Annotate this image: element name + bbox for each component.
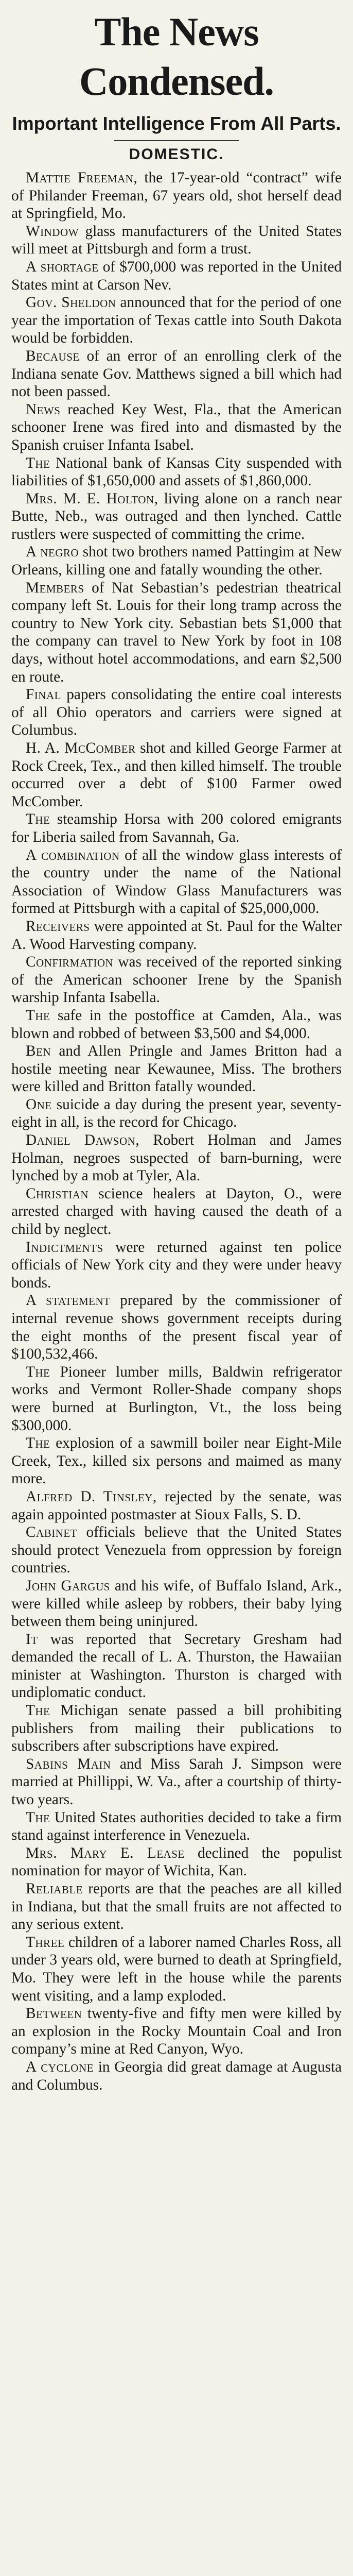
news-item <box>11 1809 342 1844</box>
news-item-lead: Mrs. Mary E. Lease <box>26 1844 185 1861</box>
news-item <box>11 1631 342 1702</box>
news-item-text: officials believe that the United States should protect Venezuela from oppression by foreign countries. <box>11 1524 342 1577</box>
news-item <box>11 846 342 918</box>
news-item-lead: One <box>26 1096 52 1113</box>
news-item-lead: The <box>26 1007 50 1024</box>
news-item <box>11 1042 342 1096</box>
news-item-lead: Ben <box>26 1043 51 1060</box>
news-item <box>11 1131 342 1185</box>
news-item-lead: Window <box>26 223 79 240</box>
news-item-lead: The <box>26 811 50 828</box>
news-item <box>11 686 342 739</box>
news-items <box>11 169 342 2094</box>
news-item-lead: A shortage <box>26 258 99 275</box>
news-item-text: glass manufacturers of the United States will meet at Pittsburgh and form a trust. <box>11 223 342 258</box>
news-item <box>11 1702 342 1755</box>
divider-rule <box>114 140 239 141</box>
news-item <box>11 1363 342 1434</box>
news-item-text: shot and killed George Farmer at Rock Creek, Tex., and then killed himself. The trouble occurred over a debt of $100 Farmer owed McComber. <box>11 740 342 810</box>
subhead: Important Intelligence From All Parts. <box>12 113 341 134</box>
news-item-lead: It <box>26 1631 38 1648</box>
news-item <box>11 1523 342 1577</box>
news-item-lead: Mattie Freeman, <box>26 170 138 186</box>
news-item <box>11 1185 342 1239</box>
news-item <box>11 2005 342 2058</box>
news-item-text: rejected by the senate, was again appointed postmaster at Sioux Falls, S. D. <box>11 1488 342 1523</box>
news-item <box>11 1096 342 1131</box>
news-item-lead: Daniel Dawson, <box>26 1132 140 1149</box>
news-item-text: steamship Horsa with 200 colored emigrants for Liberia sailed from Savannah, Ga. <box>11 811 342 845</box>
news-item <box>11 454 342 490</box>
news-item <box>11 258 342 294</box>
news-item-text: suicide a day during the present year, seventy-eight in all, is the record for Chicago. <box>11 1096 342 1131</box>
news-item-lead: News <box>26 401 61 418</box>
news-item-text: Pioneer lumber mills, Baldwin refrigerator works and Vermont Roller-Shade company shops were burned at Burlington, Vt., the loss being $300,000. <box>11 1363 342 1434</box>
news-item-lead: The <box>26 1435 50 1452</box>
news-item-lead: Gov. Sheldon <box>26 294 116 311</box>
news-item-lead: Final <box>26 686 61 703</box>
news-item <box>11 543 342 579</box>
news-item-lead: Reliable <box>26 1880 83 1897</box>
news-item-text: was received of the reported sinking of the American schooner Irene by the Spanish warship Infanta Isabella. <box>11 954 342 1006</box>
masthead-title: The News Condensed. <box>79 9 274 104</box>
news-item <box>11 169 342 223</box>
news-item <box>11 739 342 810</box>
news-item <box>11 1292 342 1363</box>
news-item <box>11 1488 342 1523</box>
news-item-text: of an error of an enrolling clerk of the Indiana senate Gov. Matthews signed a bill which had not been passed. <box>11 347 342 400</box>
news-item-text: United States authorities decided to take a firm stand against interference in Venezuela. <box>11 1809 342 1844</box>
news-item-text: Michigan senate passed a bill prohibiting publishers from mailing their publications to subscribers after subscriptions have expired. <box>11 1702 342 1755</box>
news-item-lead: Receivers <box>26 918 90 935</box>
news-item-text: was reported that Secretary Gresham had demanded the recall of L. A. Thurston, the Hawaiian minister at Washington. Thurston is charged with undiplomatic conduct. <box>11 1631 342 1701</box>
news-item-text: National bank of Kansas City suspended with liabilities of $1,650,000 and assets of $1,860,000. <box>11 454 342 489</box>
news-item <box>11 223 342 258</box>
news-item-text: prepared by the commissioner of internal revenue shows government receipts during the eight months of the present fiscal year of $100,532,466. <box>11 1292 342 1363</box>
news-item <box>11 1434 342 1488</box>
news-item-text: reports are that the peaches are all killed in Indiana, but that the small fruits are not affected to any serious extent. <box>11 1880 342 1933</box>
news-item-text: Robert Holman and James Holman, negroes suspected of barn-burning, were lynched by a mob at Tyler, Ala. <box>11 1132 342 1184</box>
news-item-lead: Between <box>26 2005 82 2022</box>
news-item-text: of $700,000 was reported in the United States mint at Carson Nev. <box>11 258 342 293</box>
news-item-text: and Allen Pringle and James Britton had a hostile meeting near Kewaunee, Miss. The brothers were killed and Britton fatally wounded. <box>11 1043 342 1095</box>
news-item <box>11 1755 342 1809</box>
news-item-text: were returned against ten police officials of New York city and they were under heavy bonds. <box>11 1239 342 1291</box>
news-item-lead: Christian <box>26 1185 89 1202</box>
news-item-lead: H. A. McComber <box>26 740 136 756</box>
news-item <box>11 490 342 544</box>
news-item <box>11 579 342 686</box>
news-item-lead: John Gargus <box>26 1577 110 1594</box>
news-item-text: the 17-year-old “contract” wife of Philander Freeman, 67 years old, shot herself dead at Springfield, Mo. <box>11 170 342 222</box>
news-item-text: of all the window glass interests of the country under the name of the National Association of Window Glass Manufacturers was formed at Pittsburgh with a capital of $25,000,000. <box>11 846 342 917</box>
news-item <box>11 1880 342 1934</box>
news-item-text: of Nat Sebastian’s pedestrian theatrical company left St. Louis for their long tramp across the country to New York city. Sebastian bets $1,000 that the company can travel to New York by foot in 108 days, without hotel accommodations, and earn $2,500 en route. <box>11 579 342 685</box>
news-item-text: were appointed at St. Paul for the Walter A. Wood Harvesting company. <box>11 918 342 953</box>
news-item <box>11 294 342 347</box>
news-item-text: in Georgia did great damage at Augusta and Columbus. <box>11 2058 342 2093</box>
news-item-lead: Cabinet <box>26 1524 78 1541</box>
news-item <box>11 2058 342 2094</box>
news-item-lead: Alfred D. Tinsley, <box>26 1488 157 1505</box>
news-item-text: and his wife, of Buffalo Island, Ark., were killed while asleep by robbers, their baby lying between them being uninjured. <box>11 1577 342 1630</box>
news-item <box>11 953 342 1007</box>
news-item-lead: A cyclone <box>26 2058 94 2075</box>
news-item <box>11 1934 342 2005</box>
news-item <box>11 1239 342 1292</box>
news-item-lead: A combination <box>26 846 120 863</box>
news-item-text: living alone on a ranch near Butte, Neb., was outraged and then lynched. Cattle rustlers were suspected of committing the crime. <box>11 490 342 543</box>
news-item-text: and Miss Sarah J. Simpson were married at Phillippi, W. Va., after a courtship of thirty-two years. <box>11 1755 342 1808</box>
news-item-text: twenty-five and fifty men were killed by an explosion in the Rocky Mountain Coal and Iron company’s mine at Red Canyon, Wyo. <box>11 2005 342 2058</box>
news-item <box>11 918 342 953</box>
news-item-lead: Because <box>26 347 80 364</box>
news-item-lead: A negro <box>26 544 79 561</box>
news-item-lead: Sabins Main <box>26 1755 111 1772</box>
news-item-lead: The <box>26 1809 50 1826</box>
news-item-lead: Mrs. M. E. Holton, <box>26 490 158 507</box>
news-item-lead: The <box>26 454 50 471</box>
news-item-text: announced that for the period of one year the importation of Texas cattle into South Dakota would be forbidden. <box>11 294 342 347</box>
news-item-lead: A statement <box>26 1292 111 1309</box>
section-heading: DOMESTIC. <box>129 146 224 163</box>
news-item-text: papers consolidating the entire coal interests of all Ohio operators and carriers were signed at Columbus. <box>11 686 342 739</box>
news-item-lead: Three <box>26 1934 65 1951</box>
news-item-text: explosion of a sawmill boiler near Eight-Mile Creek, Tex., killed six persons and maimed as many more. <box>11 1435 342 1487</box>
news-item-lead: Confirmation <box>26 954 114 971</box>
news-item <box>11 1844 342 1880</box>
news-item <box>11 1577 342 1631</box>
news-item-text: safe in the postoffice at Camden, Ala., was blown and robbed of between $3,500 and $4,000. <box>11 1007 342 1042</box>
news-item-text: science healers at Dayton, O., were arrested charged with having caused the death of a child by neglect. <box>11 1185 342 1238</box>
news-item-lead: The <box>26 1363 50 1380</box>
news-item <box>11 347 342 401</box>
news-item-text: declined the populist nomination for mayor of Wichita, Kan. <box>11 1844 342 1879</box>
news-item-text: reached Key West, Fla., that the American schooner Irene was fired into and dismasted by the Spanish cruiser Infanta Isabel. <box>11 401 342 453</box>
news-item-text: shot two brothers named Pattingim at New Orleans, killing one and fatally wounding the other. <box>11 544 342 579</box>
news-item-lead: Members <box>26 579 84 596</box>
news-item <box>11 810 342 846</box>
news-item-lead: Indictments <box>26 1239 103 1256</box>
news-item-text: children of a laborer named Charles Ross, all under 3 years old, were burned to death at Springfield, Mo. They were left in the house while the parents went visiting, and a lamp exploded. <box>11 1934 342 2004</box>
news-item <box>11 401 342 454</box>
news-item <box>11 1007 342 1042</box>
news-item-lead: The <box>26 1702 50 1719</box>
